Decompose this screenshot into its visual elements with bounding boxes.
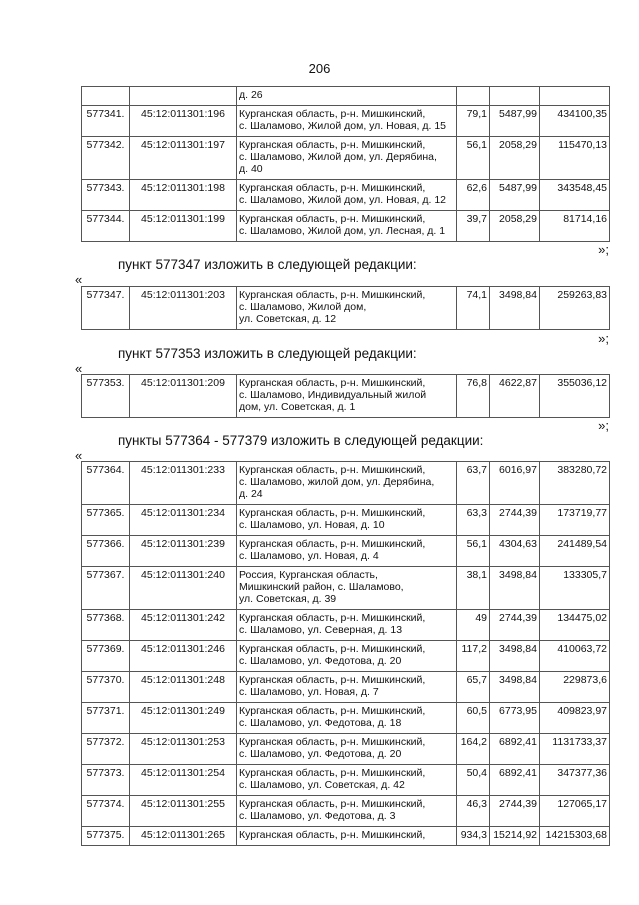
table-row: [82, 610, 610, 641]
table-row: [82, 765, 610, 796]
table-row: [82, 796, 610, 827]
cadastral-number-cell: 45:12:011301:254: [130, 765, 237, 796]
unit-price-cell: 4304,63: [490, 536, 540, 567]
address-cell: [237, 610, 457, 641]
address-cell: [237, 765, 457, 796]
row-number-cell: 577367.: [82, 567, 130, 610]
address-line: с. Шаламово, ул. Федотова, д. 20: [239, 655, 402, 667]
address-line: Курганская область, р-н. Мишкинский,: [239, 289, 426, 301]
unit-price-cell: 3498,84: [490, 287, 540, 330]
unit-price-cell: 6016,97: [490, 462, 540, 505]
cadastral-number-cell: 45:12:011301:234: [130, 505, 237, 536]
area-cell: 76,8: [457, 375, 490, 418]
cadastral-number-cell: 45:12:011301:196: [130, 106, 237, 137]
total-value-cell: 14215303,68: [540, 827, 610, 846]
table-row: [82, 641, 610, 672]
area-cell: 934,3: [457, 827, 490, 846]
total-value-cell: 127065,17: [540, 796, 610, 827]
unit-price-cell: 6892,41: [490, 765, 540, 796]
table-row: [82, 106, 610, 137]
row-number-cell: 577341.: [82, 106, 130, 137]
address-cell: [237, 827, 457, 846]
row-number-cell: 577375.: [82, 827, 130, 846]
unit-price-cell: [490, 87, 540, 106]
total-value-cell: 115470,13: [540, 137, 610, 180]
cadastral-number-cell: 45:12:011301:209: [130, 375, 237, 418]
cadastral-number-cell: 45:12:011301:255: [130, 796, 237, 827]
cadastral-number-cell: 45:12:011301:198: [130, 180, 237, 211]
row-number-cell: 577364.: [82, 462, 130, 505]
address-line: Курганская область, р-н. Мишкинский,: [239, 507, 426, 519]
row-number-cell: 577374.: [82, 796, 130, 827]
unit-price-cell: 5487,99: [490, 180, 540, 211]
area-cell: 38,1: [457, 567, 490, 610]
amendment-paragraph-577347: пункт 577347 изложить в следующей редакции:: [118, 257, 417, 272]
address-cell: [237, 672, 457, 703]
row-number-cell: 577369.: [82, 641, 130, 672]
address-line: Курганская область, р-н. Мишкинский,: [239, 643, 426, 655]
address-line: Курганская область, р-н. Мишкинский,: [239, 612, 426, 624]
area-cell: 60,5: [457, 703, 490, 734]
table-row: [82, 734, 610, 765]
amendment-paragraph-577353: пункт 577353 изложить в следующей редакции:: [118, 346, 417, 361]
address-line: с. Шаламово, Жилой дом, ул. Новая, д. 15: [239, 120, 447, 132]
closing-quote-mark: »;: [598, 331, 609, 346]
total-value-cell: 410063,72: [540, 641, 610, 672]
amendment-paragraph-577364-577379: пункты 577364 - 577379 изложить в следующей редакции:: [118, 433, 484, 448]
address-line: д. 26: [239, 89, 263, 101]
address-line: Курганская область, р-н. Мишкинский,: [239, 798, 426, 810]
cadastral-number-cell: 45:12:011301:242: [130, 610, 237, 641]
area-cell: 50,4: [457, 765, 490, 796]
cadastral-number-cell: 45:12:011301:233: [130, 462, 237, 505]
address-line: д. 24: [239, 488, 263, 500]
unit-price-cell: 2744,39: [490, 796, 540, 827]
address-cell: [237, 703, 457, 734]
row-number-cell: 577366.: [82, 536, 130, 567]
total-value-cell: [540, 87, 610, 106]
table-row: [82, 211, 610, 242]
address-line: с. Шаламово, Жилой дом, ул. Дерябина,: [239, 151, 437, 163]
total-value-cell: 347377,36: [540, 765, 610, 796]
unit-price-cell: 5487,99: [490, 106, 540, 137]
cadastral-number-cell: [130, 87, 237, 106]
address-cell: [237, 796, 457, 827]
area-cell: 39,7: [457, 211, 490, 242]
address-line: с. Шаламово, ул. Федотова, д. 3: [239, 810, 396, 822]
address-cell: [237, 375, 457, 418]
unit-price-cell: 3498,84: [490, 567, 540, 610]
address-cell: [237, 462, 457, 505]
address-line: с. Шаламово, ул. Федотова, д. 20: [239, 748, 402, 760]
address-line: с. Шаламово, Индивидуальный жилой: [239, 389, 427, 401]
area-cell: 49: [457, 610, 490, 641]
total-value-cell: 241489,54: [540, 536, 610, 567]
unit-price-cell: 15214,92: [490, 827, 540, 846]
address-line: д. 40: [239, 163, 263, 175]
area-cell: 117,2: [457, 641, 490, 672]
row-number-cell: 577344.: [82, 211, 130, 242]
total-value-cell: 229873,6: [540, 672, 610, 703]
address-cell: [237, 87, 457, 106]
cadastral-number-cell: 45:12:011301:197: [130, 137, 237, 180]
table-row: [82, 180, 610, 211]
unit-price-cell: 4622,87: [490, 375, 540, 418]
unit-price-cell: 2744,39: [490, 505, 540, 536]
table-row: [82, 567, 610, 610]
unit-price-cell: 2058,29: [490, 137, 540, 180]
total-value-cell: 434100,35: [540, 106, 610, 137]
records-table-577353: [81, 374, 610, 418]
address-cell: [237, 137, 457, 180]
address-line: Курганская область, р-н. Мишкинский,: [239, 213, 426, 225]
address-line: Курганская область, р-н. Мишкинский,: [239, 182, 426, 194]
row-number-cell: 577371.: [82, 703, 130, 734]
area-cell: 56,1: [457, 536, 490, 567]
address-cell: [237, 106, 457, 137]
table-row: [82, 505, 610, 536]
page-number: 206: [308, 61, 331, 76]
address-line: с. Шаламово, Жилой дом, ул. Новая, д. 12: [239, 194, 447, 206]
row-number-cell: 577353.: [82, 375, 130, 418]
address-cell: [237, 536, 457, 567]
address-line: Курганская область, р-н. Мишкинский,: [239, 674, 426, 686]
row-number-cell: 577347.: [82, 287, 130, 330]
opening-quote-mark: «: [75, 448, 83, 463]
closing-quote-mark: »;: [598, 418, 609, 433]
cadastral-number-cell: 45:12:011301:199: [130, 211, 237, 242]
area-cell: 164,2: [457, 734, 490, 765]
closing-quote-mark: »;: [598, 242, 609, 257]
table-row: [82, 375, 610, 418]
address-line: Курганская область, р-н. Мишкинский,: [239, 108, 426, 120]
area-cell: 46,3: [457, 796, 490, 827]
area-cell: 65,7: [457, 672, 490, 703]
area-cell: 79,1: [457, 106, 490, 137]
table-row: [82, 462, 610, 505]
area-cell: 56,1: [457, 137, 490, 180]
cadastral-number-cell: 45:12:011301:249: [130, 703, 237, 734]
cadastral-number-cell: 45:12:011301:203: [130, 287, 237, 330]
table-row: [82, 87, 610, 106]
address-line: Россия, Курганская область,: [239, 569, 378, 581]
address-cell: [237, 734, 457, 765]
address-line: Курганская область, р-н. Мишкинский,: [239, 736, 426, 748]
address-cell: [237, 567, 457, 610]
address-line: с. Шаламово, Жилой дом,: [239, 301, 367, 313]
cadastral-number-cell: 45:12:011301:246: [130, 641, 237, 672]
address-line: Курганская область, р-н. Мишкинский,: [239, 538, 426, 550]
address-cell: [237, 505, 457, 536]
address-line: с. Шаламово, жилой дом, ул. Дерябина,: [239, 476, 435, 488]
address-line: Курганская область, р-н. Мишкинский,: [239, 464, 426, 476]
total-value-cell: 355036,12: [540, 375, 610, 418]
address-line: с. Шаламово, ул. Федотова, д. 18: [239, 717, 402, 729]
unit-price-cell: 6773,95: [490, 703, 540, 734]
cadastral-number-cell: 45:12:011301:265: [130, 827, 237, 846]
address-line: Курганская область, р-н. Мишкинский,: [239, 139, 426, 151]
address-cell: [237, 180, 457, 211]
row-number-cell: 577368.: [82, 610, 130, 641]
address-cell: [237, 287, 457, 330]
total-value-cell: 409823,97: [540, 703, 610, 734]
total-value-cell: 133305,7: [540, 567, 610, 610]
unit-price-cell: 6892,41: [490, 734, 540, 765]
table-row: [82, 703, 610, 734]
area-cell: 62,6: [457, 180, 490, 211]
address-line: с. Шаламово, ул. Новая, д. 7: [239, 686, 379, 698]
address-cell: [237, 211, 457, 242]
row-number-cell: 577343.: [82, 180, 130, 211]
address-line: с. Шаламово, ул. Новая, д. 4: [239, 550, 379, 562]
total-value-cell: 259263,83: [540, 287, 610, 330]
address-line: Курганская область, р-н. Мишкинский,: [239, 829, 426, 841]
unit-price-cell: 2744,39: [490, 610, 540, 641]
unit-price-cell: 3498,84: [490, 672, 540, 703]
address-line: Мишкинский район, с. Шаламово,: [239, 581, 404, 593]
row-number-cell: 577373.: [82, 765, 130, 796]
total-value-cell: 81714,16: [540, 211, 610, 242]
total-value-cell: 1131733,37: [540, 734, 610, 765]
address-line: с. Шаламово, ул. Советская, д. 42: [239, 779, 405, 791]
total-value-cell: 173719,77: [540, 505, 610, 536]
cadastral-number-cell: 45:12:011301:240: [130, 567, 237, 610]
table-row: [82, 137, 610, 180]
opening-quote-mark: «: [75, 272, 83, 287]
cadastral-number-cell: 45:12:011301:248: [130, 672, 237, 703]
unit-price-cell: 2058,29: [490, 211, 540, 242]
total-value-cell: 383280,72: [540, 462, 610, 505]
opening-quote-mark: «: [75, 361, 83, 376]
row-number-cell: 577370.: [82, 672, 130, 703]
unit-price-cell: 3498,84: [490, 641, 540, 672]
table-row: [82, 672, 610, 703]
address-line: Курганская область, р-н. Мишкинский,: [239, 767, 426, 779]
cadastral-number-cell: 45:12:011301:253: [130, 734, 237, 765]
total-value-cell: 134475,02: [540, 610, 610, 641]
address-line: Курганская область, р-н. Мишкинский,: [239, 377, 426, 389]
address-line: дом, ул. Советская, д. 1: [239, 401, 356, 413]
address-line: ул. Советская, д. 12: [239, 313, 337, 325]
cadastral-number-cell: 45:12:011301:239: [130, 536, 237, 567]
row-number-cell: 577342.: [82, 137, 130, 180]
address-line: с. Шаламово, Жилой дом, ул. Лесная, д. 1: [239, 225, 446, 237]
records-table-577347: [81, 286, 610, 330]
row-number-cell: 577365.: [82, 505, 130, 536]
area-cell: [457, 87, 490, 106]
address-line: Курганская область, р-н. Мишкинский,: [239, 705, 426, 717]
address-line: ул. Советская, д. 39: [239, 593, 337, 605]
address-line: с. Шаламово, ул. Новая, д. 10: [239, 519, 385, 531]
records-table-top: [81, 86, 610, 242]
total-value-cell: 343548,45: [540, 180, 610, 211]
address-line: с. Шаламово, ул. Северная, д. 13: [239, 624, 403, 636]
area-cell: 63,7: [457, 462, 490, 505]
area-cell: 74,1: [457, 287, 490, 330]
table-row: [82, 287, 610, 330]
area-cell: 63,3: [457, 505, 490, 536]
records-table-577364: [81, 461, 610, 846]
table-row: [82, 536, 610, 567]
row-number-cell: 577372.: [82, 734, 130, 765]
row-number-cell: [82, 87, 130, 106]
address-cell: [237, 641, 457, 672]
table-row: [82, 827, 610, 846]
